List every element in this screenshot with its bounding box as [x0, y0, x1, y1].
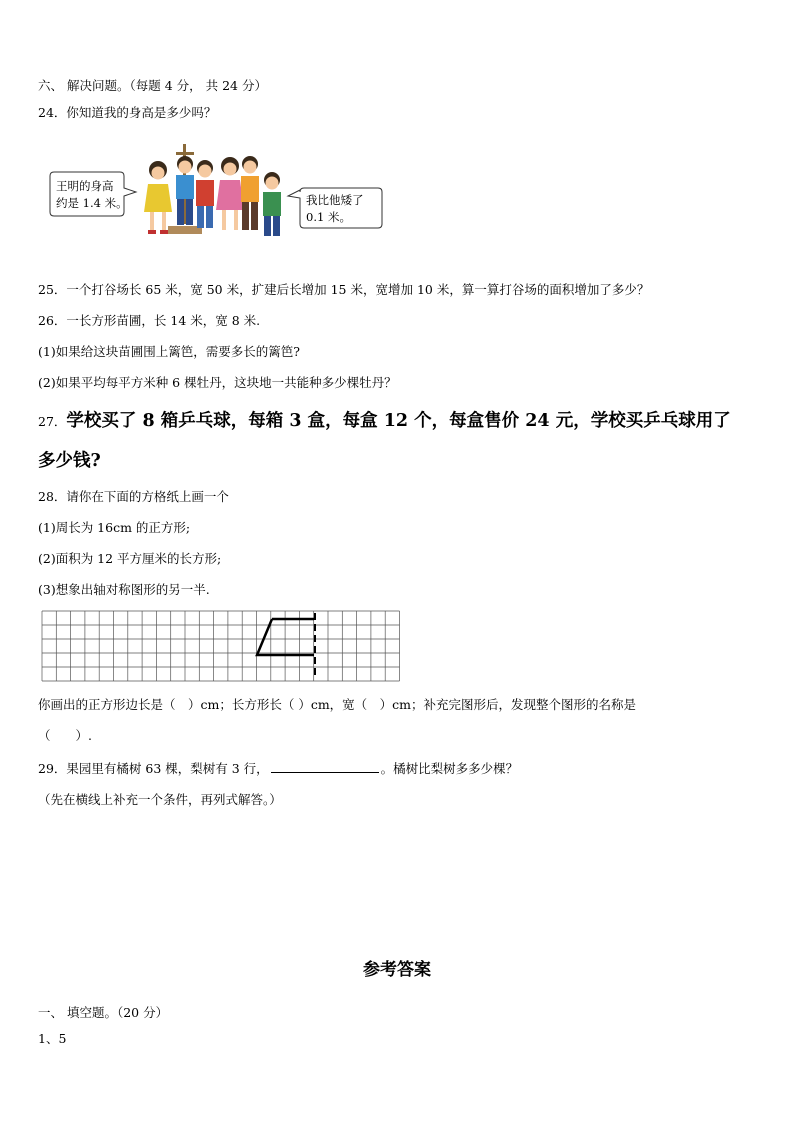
question-29-note: （先在横线上补充一个条件，再列式解答。）: [38, 792, 282, 807]
question-27-text: 学校买了 8 箱乒乓球，每箱 3 盒，每盒 12 个，每盒售价 24 元，学校买乒乓球用了: [66, 411, 731, 431]
question-29-text-before: 29．果园里有橘树 63 棵，梨树有 3 行，: [38, 761, 269, 776]
child-1: [144, 161, 172, 234]
shape-half-figure: [257, 619, 314, 655]
bubble-left-line2: 约是 1.4 米。: [56, 196, 128, 210]
question-25: 25．一个打谷场长 65 米，宽 50 米，扩建后长增加 15 米，宽增加 10 米，算一算打谷场的面积增加了多少？: [38, 282, 650, 297]
question-26: 26．一长方形苗圃，长 14 米，宽 8 米.: [38, 313, 261, 328]
question-24: 24．你知道我的身高是多少吗？: [38, 105, 217, 120]
question-26-sub1: (1)如果给这块苗圃围上篱笆，需要多长的篱笆?: [38, 344, 300, 359]
question-29: [38, 760, 518, 777]
question-28-sub3: (3)想象出轴对称图形的另一半.: [38, 582, 210, 597]
question-27-number: 27．: [38, 414, 67, 429]
question-28-sub1: (1)周长为 16cm 的正方形;: [38, 520, 191, 535]
question-27-line1: [38, 410, 731, 433]
students-height-illustration: [40, 140, 390, 250]
child-5: [241, 156, 259, 230]
question-28-answer-line1: 你画出的正方形边长是（ ）cm；长方形长（ ）cm，宽（ ）cm；补充完图形后，发现整个图形的名称是: [38, 697, 637, 712]
child-4: [216, 157, 244, 230]
child-3: [196, 160, 214, 228]
bubble-left-line1: 王明的身高: [56, 179, 114, 193]
answers-title: 参考答案: [363, 960, 431, 980]
question-28: 28．请你在下面的方格纸上画一个: [38, 489, 229, 504]
bubble-right-line1: 我比他矮了: [306, 193, 364, 207]
grid-paper: [40, 609, 402, 683]
question-27-line2: 多少钱?: [38, 451, 101, 471]
scale-base: [168, 226, 202, 234]
speech-bubble-right: [288, 188, 382, 228]
answers-section1: 一、 填空题。（20 分）: [38, 1005, 169, 1020]
question-26-sub2: (2)如果平均每平方米种 6 棵牡丹，这块地一共能种多少棵牡丹？: [38, 375, 397, 390]
question-28-answer-line2: （ ）.: [38, 728, 92, 743]
answer-blank[interactable]: [271, 760, 379, 773]
bubble-right-line2: 0.1 米。: [306, 210, 351, 224]
section-heading-6: 六、 解决问题。（每题 4 分， 共 24 分）: [38, 78, 267, 93]
speech-bubble-left: [50, 172, 136, 216]
question-29-text-after: 。橘树比梨树多多少棵？: [380, 761, 519, 776]
child-6: [263, 172, 281, 236]
question-28-sub2: (2)面积为 12 平方厘米的长方形;: [38, 551, 222, 566]
answer-1: 1、5: [38, 1031, 67, 1046]
